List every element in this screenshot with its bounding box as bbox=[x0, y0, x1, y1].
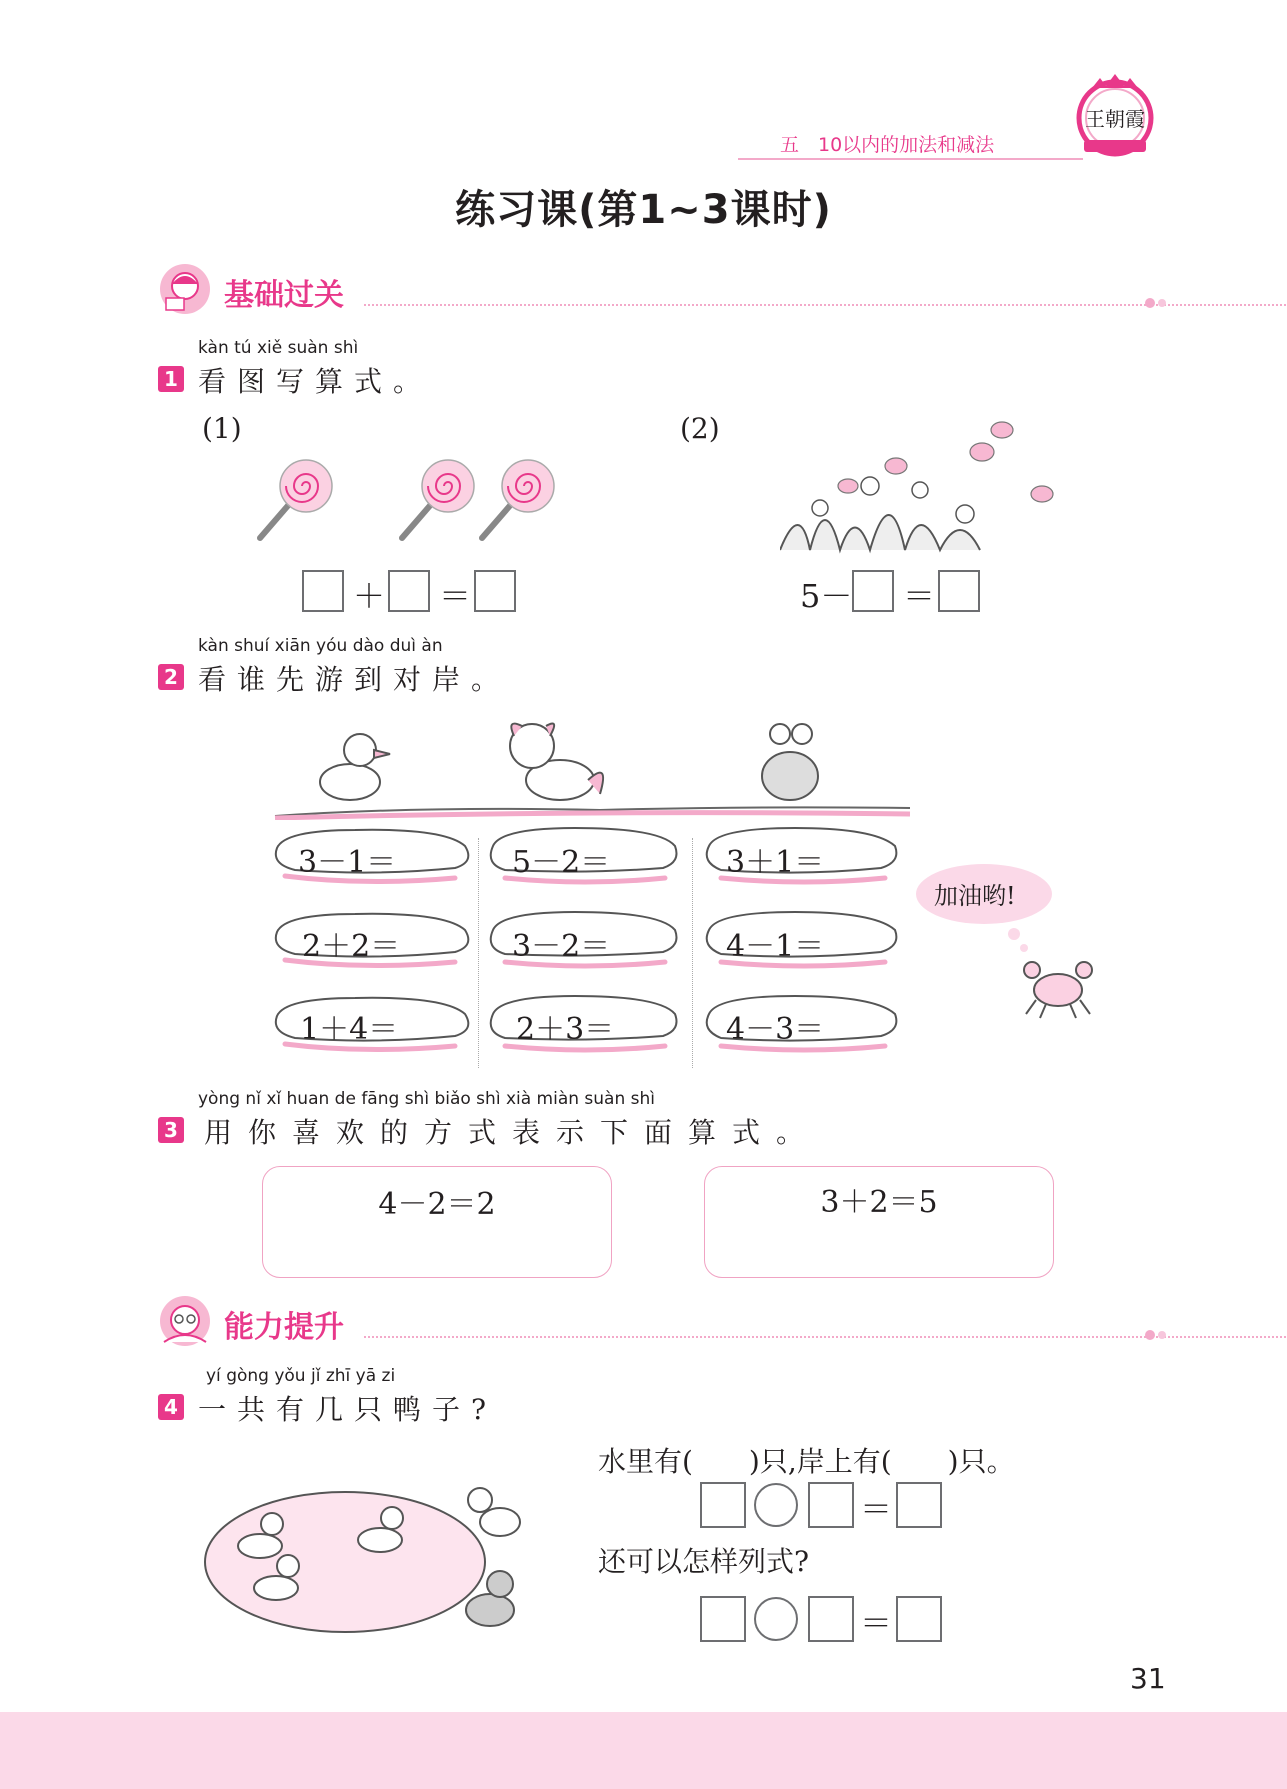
stone-equation: 4－3＝ bbox=[726, 1012, 825, 1047]
q4-number-badge: 4 bbox=[158, 1394, 184, 1420]
stone-equation: 4－1＝ bbox=[726, 929, 825, 964]
q4-line2: 还可以怎样列式? bbox=[598, 1545, 810, 1578]
section-title-basic: 基础过关 bbox=[224, 278, 344, 313]
chapter-underline bbox=[738, 158, 1083, 160]
q4-line1: 水里有( )只,岸上有( )只。 bbox=[598, 1445, 1015, 1478]
q1-answer-box[interactable] bbox=[302, 570, 344, 612]
q2-prompt: 看谁先游到对岸。 bbox=[198, 663, 511, 696]
page-number: 31 bbox=[1130, 1662, 1166, 1695]
q1-part2-prefix: 5－ bbox=[800, 577, 853, 615]
stone-equation: 3－1＝ bbox=[298, 845, 397, 880]
duck-icon bbox=[320, 734, 390, 800]
equals-sign: ＝ bbox=[860, 1490, 893, 1528]
equals-sign: ＝ bbox=[903, 577, 936, 615]
q2-number-badge: 2 bbox=[158, 664, 184, 690]
q1-answer-box[interactable] bbox=[474, 570, 516, 612]
plus-sign: ＋ bbox=[353, 577, 386, 615]
q1-number-badge: 1 bbox=[158, 366, 184, 392]
q3-equation: 4－2＝2 bbox=[378, 1187, 496, 1222]
lollipop-icon bbox=[482, 460, 554, 538]
section-header-advanced bbox=[158, 1294, 1158, 1350]
section-header-basic bbox=[158, 262, 1158, 318]
stone-equation: 3－2＝ bbox=[512, 929, 611, 964]
divider-end-dots-icon bbox=[1144, 296, 1168, 310]
q1-answer-box[interactable] bbox=[388, 570, 430, 612]
q1-part1-label: (1) bbox=[202, 412, 242, 445]
section-title-advanced: 能力提升 bbox=[224, 1310, 344, 1345]
stone-equation: 2＋3＝ bbox=[516, 1012, 615, 1047]
q1-prompt: 看图写算式。 bbox=[198, 365, 433, 398]
cheer-text: 加油哟! bbox=[934, 882, 1016, 910]
q4-answer-box[interactable] bbox=[700, 1482, 746, 1528]
teacher-mascot-icon bbox=[158, 262, 212, 316]
duck-icon bbox=[468, 1488, 520, 1536]
stone-equation: 5－2＝ bbox=[512, 845, 611, 880]
q3-prompt: 用你喜欢的方式表示下面算式。 bbox=[204, 1116, 821, 1149]
q3-answer-card[interactable] bbox=[704, 1166, 1054, 1278]
q4-answer-box[interactable] bbox=[896, 1596, 942, 1642]
q4-pinyin: yí gòng yǒu jǐ zhī yā zi bbox=[206, 1366, 396, 1386]
q4-answer-box[interactable] bbox=[896, 1482, 942, 1528]
logo-text: 王朝霞 bbox=[1085, 107, 1145, 131]
q4-prompt: 一共有几只鸭子? bbox=[198, 1393, 498, 1426]
chapter-title: 五 10以内的加法和减法 bbox=[780, 134, 995, 156]
divider-end-dots-icon bbox=[1144, 1328, 1168, 1342]
equals-sign: ＝ bbox=[439, 577, 472, 615]
pond-ducks-illustration bbox=[200, 1480, 550, 1650]
flowers-butterflies-illustration bbox=[780, 410, 1080, 560]
q1-answer-box[interactable] bbox=[938, 570, 980, 612]
animals-shore-illustration bbox=[270, 710, 920, 820]
q4-answer-box[interactable] bbox=[808, 1482, 854, 1528]
q2-pinyin: kàn shuí xiān yóu dào duì àn bbox=[198, 636, 443, 656]
q4-answer-box[interactable] bbox=[700, 1596, 746, 1642]
lollipops-illustration bbox=[240, 450, 580, 550]
frog-icon bbox=[762, 724, 818, 800]
lollipop-icon bbox=[260, 460, 332, 538]
q1-answer-box[interactable] bbox=[852, 570, 894, 612]
stone-equation: 1＋4＝ bbox=[300, 1012, 399, 1047]
equals-sign: ＝ bbox=[860, 1604, 893, 1642]
brand-logo bbox=[1072, 72, 1158, 158]
q3-pinyin: yòng nǐ xǐ huan de fāng shì biǎo shì xià miàn suàn shì bbox=[198, 1089, 656, 1109]
q3-number-badge: 3 bbox=[158, 1117, 184, 1143]
grandpa-mascot-icon bbox=[158, 1294, 212, 1348]
q3-equation: 3＋2＝5 bbox=[820, 1185, 938, 1220]
q4-operator-circle[interactable] bbox=[754, 1483, 798, 1527]
page-title: 练习课(第1~3课时) bbox=[455, 187, 832, 233]
q1-pinyin: kàn tú xiě suàn shì bbox=[198, 338, 359, 358]
crab-icon bbox=[1018, 950, 1098, 1020]
q1-part2-label: (2) bbox=[680, 412, 720, 445]
stone-equation: 3＋1＝ bbox=[726, 845, 825, 880]
stone-equation: 2＋2＝ bbox=[302, 929, 401, 964]
puppy-icon bbox=[510, 724, 603, 800]
q4-operator-circle[interactable] bbox=[754, 1597, 798, 1641]
footer-band bbox=[0, 1712, 1287, 1789]
q4-answer-box[interactable] bbox=[808, 1596, 854, 1642]
q3-answer-card[interactable] bbox=[262, 1166, 612, 1278]
lollipop-icon bbox=[402, 460, 474, 538]
